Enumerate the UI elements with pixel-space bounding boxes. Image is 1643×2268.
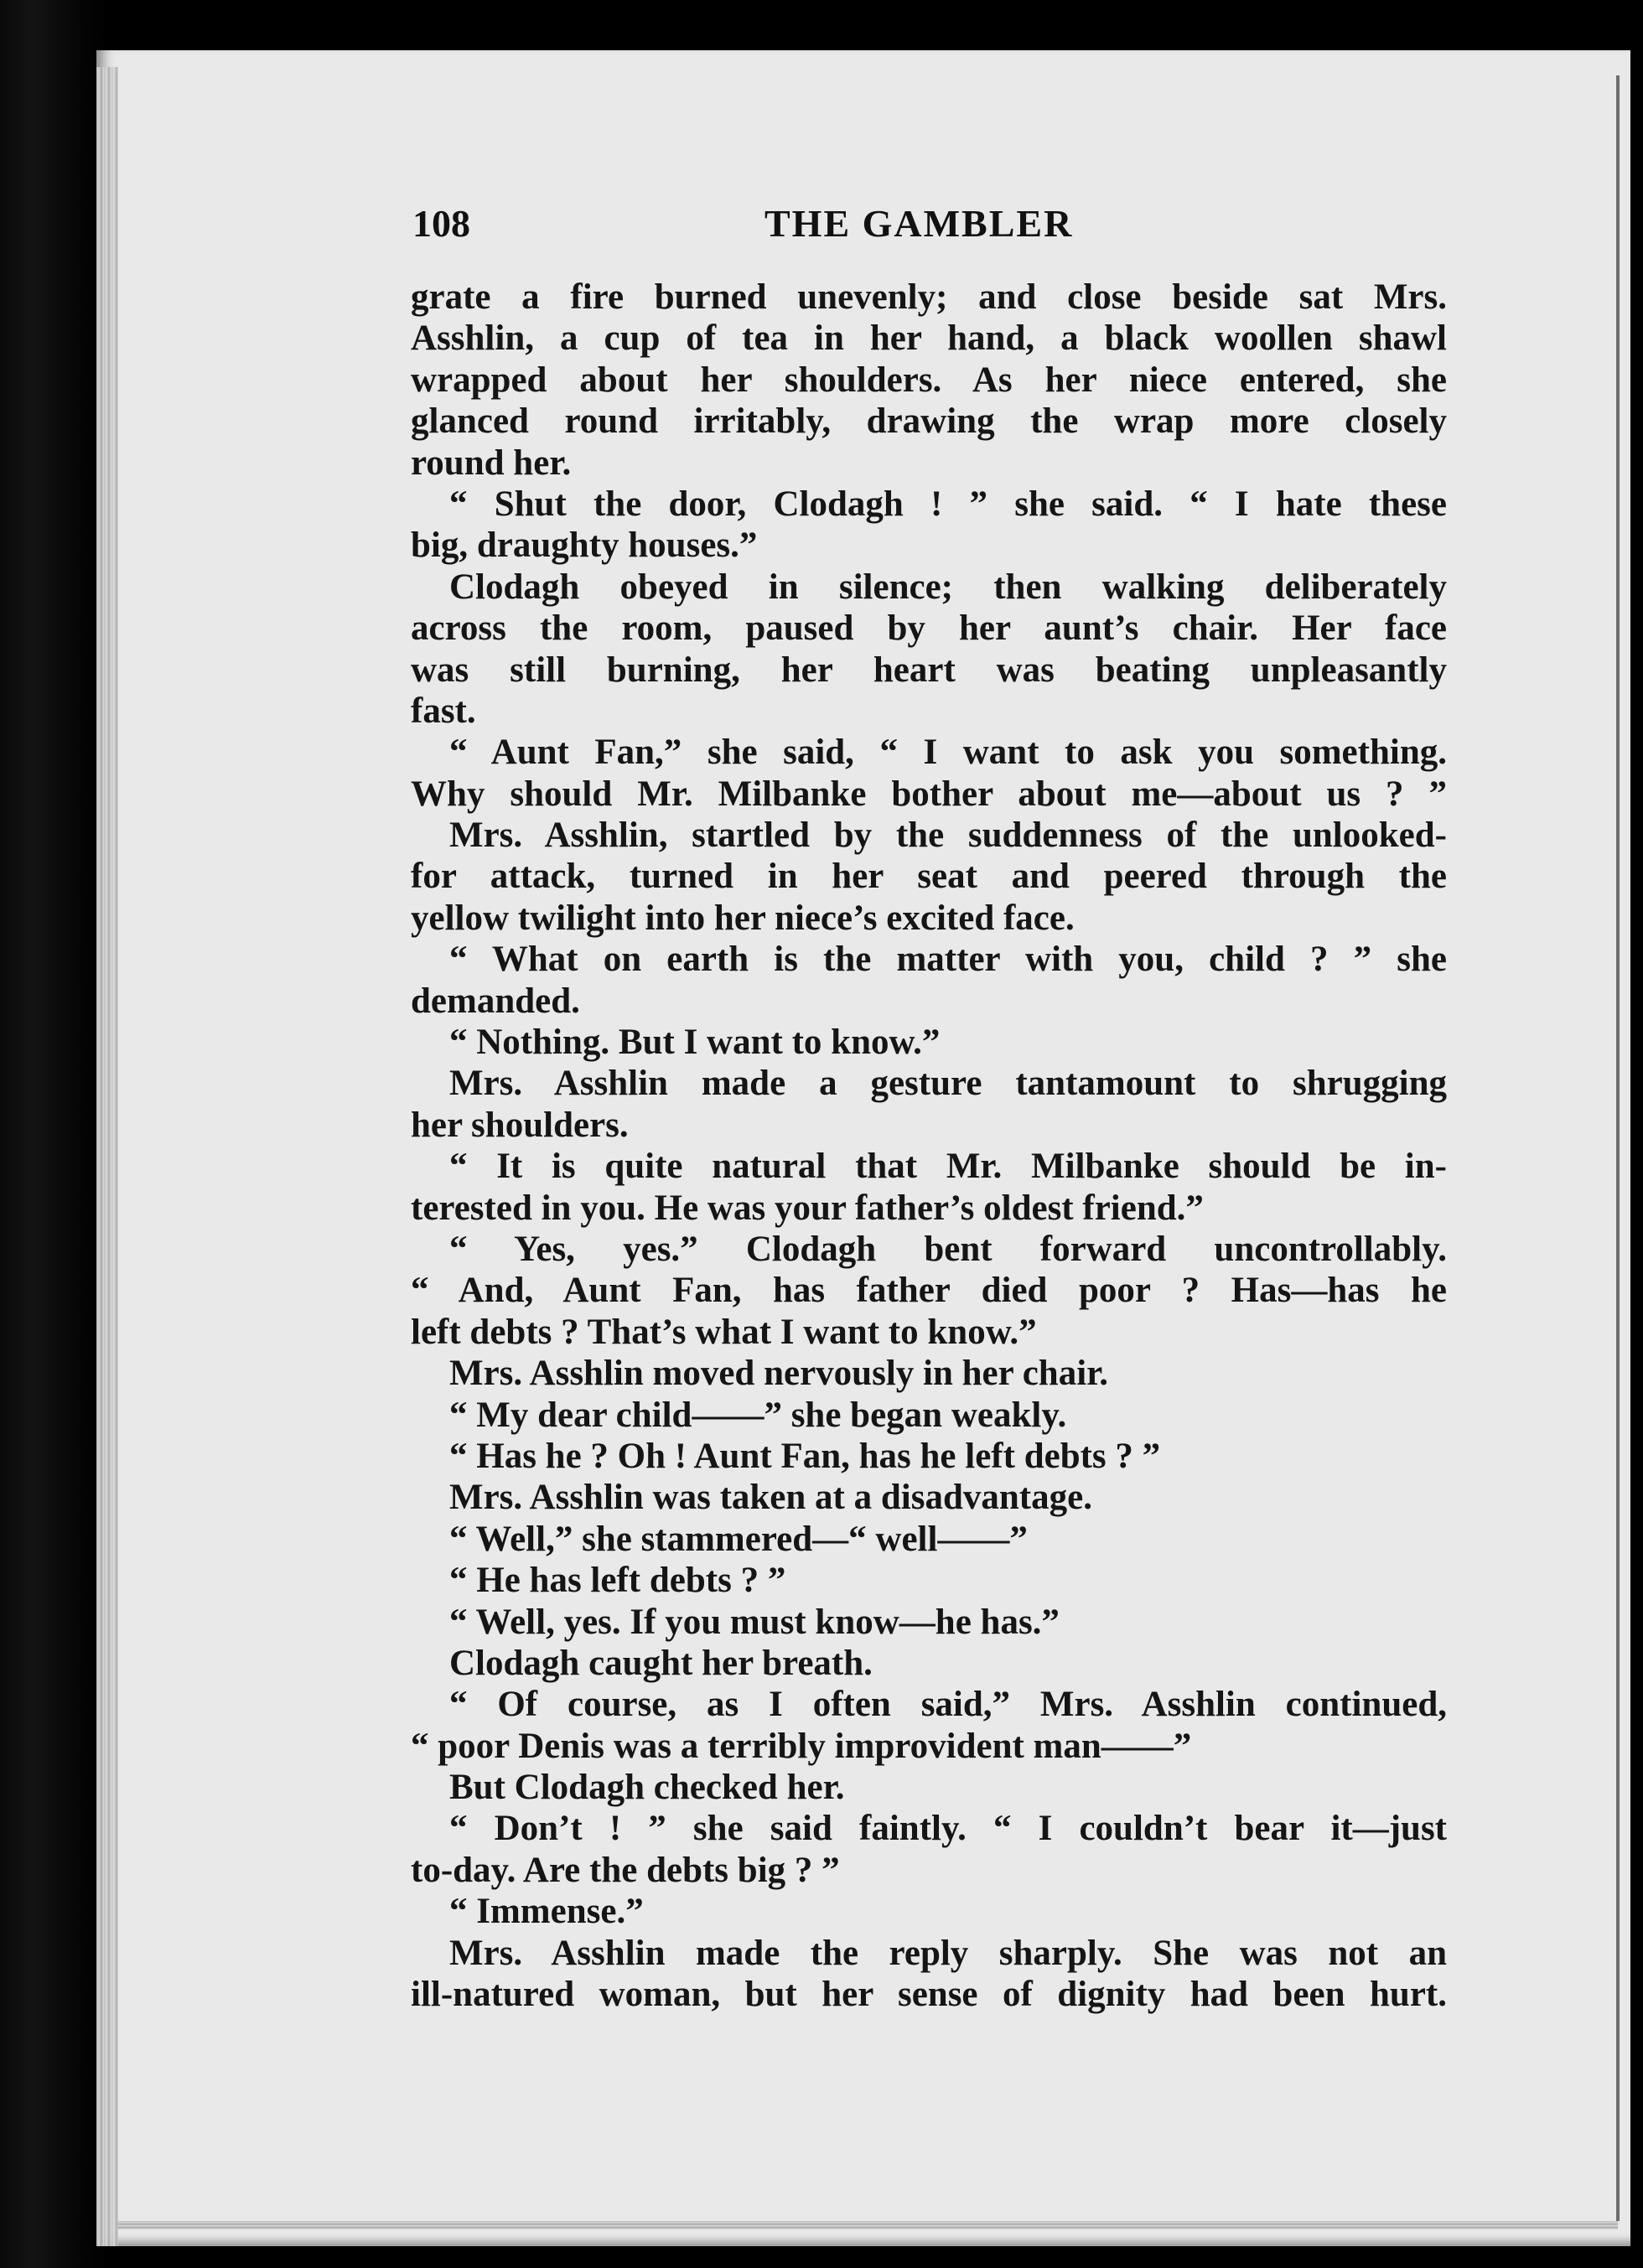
page-header [412,201,1445,260]
text-line: big, draughty houses.” [411,526,758,566]
text-line: Mrs. Asshlin made a gesture tantamount to shrugging [449,1064,1447,1104]
text-line: her shoulders. [411,1105,629,1145]
text-line: “ Of course, as I often said,” Mrs. Asshlin continued, [449,1685,1447,1725]
text-line: left debts ? That’s what I want to know.” [411,1312,1037,1352]
text-line: “ Yes, yes.” Clodagh bent forward uncontrollably. [449,1229,1447,1269]
text-line: demanded. [411,981,580,1021]
text-line: “ poor Denis was a terribly improvident man——” [411,1726,1192,1766]
text-line: Asshlin, a cup of tea in her hand, a black woollen shawl [411,318,1447,359]
text-line: across the room, paused by her aunt’s chair. Her face [411,608,1447,649]
text-line: Mrs. Asshlin moved nervously in her chair. [449,1354,1109,1394]
text-line: “ Well,” she stammered—“ well——” [449,1519,1028,1559]
text-line: “ It is quite natural that Mr. Milbanke should be in- [449,1147,1447,1187]
text-line: But Clodagh checked her. [449,1768,845,1808]
text-line: yellow twilight into her niece’s excited face. [411,898,1075,938]
text-line: “ Nothing. But I want to know.” [449,1023,941,1063]
text-line: Mrs. Asshlin was taken at a disadvantage. [449,1478,1092,1518]
text-line: “ He has left debts ? ” [449,1561,786,1601]
text-line: Clodagh caught her breath. [449,1643,873,1683]
text-line: terested in you. He was your father’s oldest friend.” [411,1188,1204,1228]
text-line: grate a fire burned unevenly; and close beside sat Mrs. [411,277,1447,317]
text-line: “ Has he ? Oh ! Aunt Fan, has he left debts ? ” [449,1436,1161,1476]
text-line: to-day. Are the debts big ? ” [411,1850,840,1890]
page-right-edge [1616,75,1620,2221]
running-head: THE GAMBLER [764,202,1074,245]
text-line: fast. [411,691,476,731]
page-bottom-edge [117,2221,1618,2229]
page-number: 108 [412,202,470,245]
text-line: Clodagh obeyed in silence; then walking deliberately [449,567,1447,607]
text-line: round her. [411,443,572,483]
text-line: “ Well, yes. If you must know—he has.” [449,1602,1060,1642]
text-line: ill-natured woman, but her sense of dignity had been hurt. [411,1975,1447,2015]
text-line: “ What on earth is the matter with you, child ? ” she [449,940,1447,980]
text-line: “ Don’t ! ” she said faintly. “ I couldn’t bear it—just [449,1809,1447,1849]
text-line: “ My dear child——” she began weakly. [449,1395,1067,1435]
text-line: Mrs. Asshlin, startled by the suddenness of the unlooked- [449,816,1447,856]
text-line: “ And, Aunt Fan, has father died poor ? Has—has he [411,1271,1447,1311]
text-line: wrapped about her shoulders. As her niece entered, she [411,360,1447,400]
text-line: “ Aunt Fan,” she said, “ I want to ask you something. [449,733,1447,773]
text-line: Mrs. Asshlin made the reply sharply. She was not an [449,1933,1447,1973]
text-line: Why should Mr. Milbanke bother about me—about us ? ” [411,774,1447,814]
text-line: “ Immense.” [449,1892,644,1932]
text-line: for attack, turned in her seat and peered through the [411,857,1447,897]
page-left-edge [96,67,118,2246]
body-text [411,277,1447,2015]
text-line: “ Shut the door, Clodagh ! ” she said. “ I hate these [449,484,1447,524]
text-line: glanced round irritably, drawing the wrap more closely [411,401,1447,442]
text-line: was still burning, her heart was beating unpleasantly [411,650,1447,690]
